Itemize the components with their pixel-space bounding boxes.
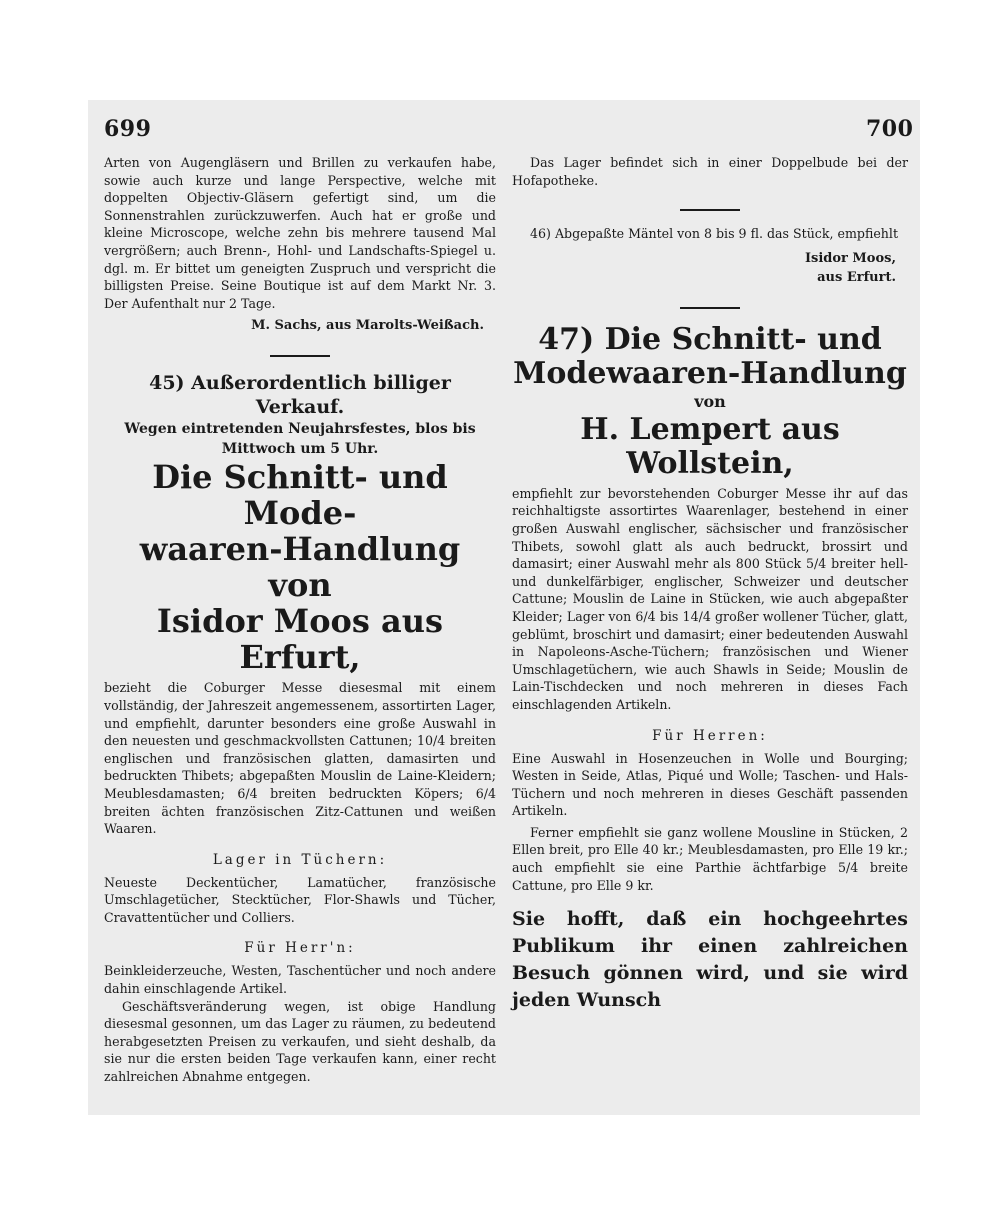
ad-45-heading: 45) Außerordentlich billiger Verkauf. <box>149 372 451 419</box>
ad-47-body: empfiehlt zur bevorstehenden Coburger Messe ihr auf das reichhaltigste assortirtes Waarenlager, bestehend in einer großen Auswahl englischer, sächsischer und französischer Thibets, sowohl glatt als auch bedruckt, brossirt und damasirt; einer Auswahl mehr als 800 Stück 5/4 breiter hell- und dunkelfärbiger, englischer, Schweizer und deutscher Cattune; Mouslin de Laine in Stücken, wie auch abgepaßter Kleider; Lager von 6/4 bis 14/4 großer wollener Tücher, glatt, geblümt, broschirt und damasirt; einer bedeutenden Auswahl in Napoleons-Asche-Tüchern; französischen und Wiener Umschlagetüchern, wie auch Shawls in Seide; Mouslin de Lain-Tischdecken und noch mehreren in dieses Fach einschlagenden Artikeln. <box>512 485 908 712</box>
right-column <box>512 154 908 1014</box>
section-heading-tuecher: Lager in Tüchern: <box>212 851 388 868</box>
ad-47-further-offer: Ferner empfiehlt sie ganz wollene Mousline in Stücken, 2 Ellen breit, pro Elle 40 kr.; Meublesdamasten, pro Elle 19 kr.; auch empfiehlt sie eine Parthie ächtfarbige 5/4 breite Cattune, pro Elle 9 kr. <box>512 824 908 893</box>
ad-45-title-line2: waaren-Handlung von <box>139 530 461 605</box>
ad-46-text: 46) Abgepaßte Mäntel von 8 bis 9 fl. das Stück, empfiehlt <box>530 226 899 242</box>
ad-47-title-line1: 47) Die Schnitt- und <box>538 321 882 357</box>
location-note: Das Lager befindet sich in einer Doppelbude bei der Hofapotheke. <box>512 155 908 188</box>
page-number-left: 699 <box>104 116 152 142</box>
divider <box>680 209 740 211</box>
ad-45-body: bezieht die Coburger Messe diesesmal mit einem vollständig, der Jahreszeit angemessenem, assortirten Lager, und empfiehlt, darunter besonders eine große Auswahl in den neuesten und geschmackvollsten Cattunen; 10/4 breiten englischen und französischen glatten, damasirten und bedruckten Thibets; abgepaßten Mouslin de Laine-Kleidern; Meublesdamasten; 6/4 breiten bedruckten Köpers; 6/4 breiten ächten französischen Zitz-Cattunen und weißen Waaren. <box>104 680 496 837</box>
ad-45-subheading: Wegen eintretenden Neujahrsfestes, blos bis Mittwoch um 5 Uhr. <box>124 421 476 458</box>
ad-45-title-line1: Die Schnitt- und Mode- <box>152 458 448 533</box>
ad-47-title-line2: Modewaaren-Handlung <box>513 355 907 391</box>
page-number-right: 700 <box>866 116 914 142</box>
divider <box>270 355 330 357</box>
tuecher-list: Neueste Deckentücher, Lamatücher, französische Umschlagetücher, Stecktücher, Flor-Shawls und Tücher, Cravattentücher und Colliers. <box>104 874 496 925</box>
ad-47-closing: Sie hofft, daß ein hochgeehrtes Publikum ihr einen zahlreichen Besuch gönnen wird, und sie wird jeden Wunsch <box>512 908 908 1012</box>
left-column <box>104 154 496 1086</box>
optician-ad-text: Arten von Augengläsern und Brillen zu verkaufen habe, sowie auch kurze und lange Perspective, welche mit doppelten Objectiv-Gläsern gefertigt sind, um die Sonnenstrahlen zurückzuwerfen. Auch hat er große und kleine Microscope, welche zehn bis mehrere tausend Mal vergrößern; auch Brenn-, Hohl- und Landschafts-Spiegel u. dgl. m. Er bittet um geneigten Zuspruch und verspricht die billigsten Preise. Seine Boutique ist auf dem Markt Nr. 3. Der Aufenthalt nur 2 Tage. <box>104 155 496 311</box>
ad-45-title-line3: Isidor Moos aus Erfurt, <box>156 602 444 677</box>
ad-46-signature: Isidor Moos, <box>804 250 896 266</box>
ad-45-closing: Geschäftsveränderung wegen, ist obige Handlung diesesmal gesonnen, um das Lager zu räumen, zu bedeutend herabgesetzten Preisen zu verkaufen, und sieht deshalb, da sie nur die ersten beiden Tage verkaufen kann, einer recht zahlreichen Abnahme entgegen. <box>104 998 496 1085</box>
ad-46-signature-place: aus Erfurt. <box>817 269 896 285</box>
optician-signature: M. Sachs, aus Marolts-Weißach. <box>251 318 484 334</box>
ad-47-title-line3: H. Lempert aus Wollstein, <box>580 411 840 481</box>
section-heading-herren-right: Für Herren: <box>652 727 768 744</box>
herren-list-right: Eine Auswahl in Hosenzeuchen in Wolle und Bourging; Westen in Seide, Atlas, Piqué und Wolle; Taschen- und Hals-Tüchern und noch mehreren in dieses Geschäft passenden Artikeln. <box>512 750 908 819</box>
section-heading-herren: Für Herr'n: <box>244 940 356 957</box>
divider <box>680 307 740 309</box>
herren-list: Beinkleiderzeuche, Westen, Taschentücher und noch andere dahin einschlagende Artikel. <box>104 963 496 997</box>
ad-47-von: von <box>694 391 726 411</box>
